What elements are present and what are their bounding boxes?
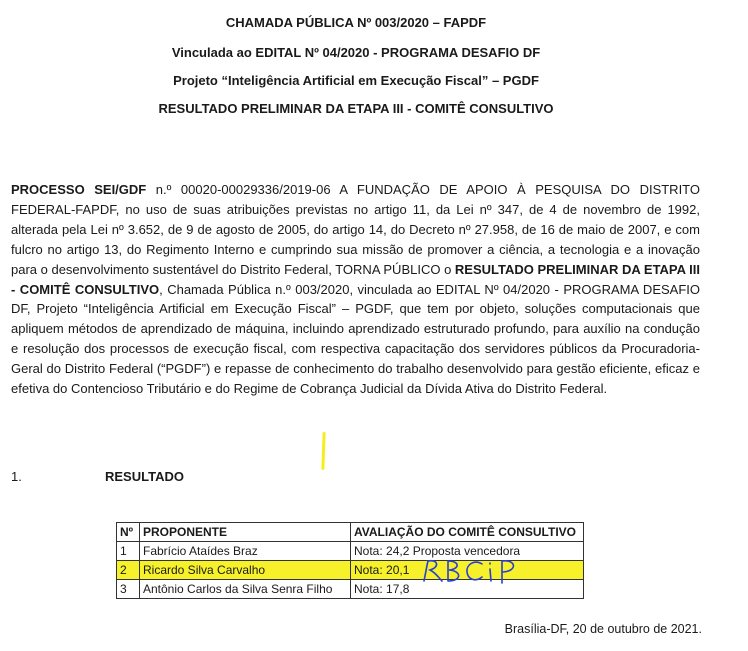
date-signature-line: Brasília-DF, 20 de outubro de 2021. bbox=[504, 622, 702, 636]
document-title: CHAMADA PÚBLICA Nº 003/2020 – FAPDF bbox=[225, 15, 487, 30]
project-line: Projeto “Inteligência Artificial em Execução Fiscal” – PGDF bbox=[173, 73, 539, 88]
result-title-inline: RESULTADO PRELIMINAR DA ETAPA III - COMITÊ CONSULTIVO bbox=[11, 261, 700, 297]
row-number: 2 bbox=[117, 561, 140, 580]
row-evaluation: Nota: 20,1 bbox=[351, 561, 584, 580]
row-evaluation: Nota: 17,8 bbox=[351, 580, 584, 599]
body-paragraph bbox=[11, 180, 700, 399]
header-evaluation: AVALIAÇÃO DO COMITÊ CONSULTIVO bbox=[351, 523, 584, 542]
edital-line: Vinculada ao EDITAL Nº 04/2020 - PROGRAMA DESAFIO DF bbox=[171, 45, 541, 60]
header-number: Nº bbox=[117, 523, 140, 542]
section-number: 1. bbox=[11, 469, 22, 484]
row-proponent: Fabrício Ataídes Braz bbox=[140, 542, 351, 561]
body-text-part-b: , Chamada Pública n.º 003/2020, vinculada ao EDITAL Nº 04/2020 - PROGRAMA DESAFIO DF, Projeto “Inteligência Artificial em Execução Fiscal” – PGDF, que tem por objeto, soluções computacionais que apliquem métodos de aprendizado de máquina, incluindo aprendizado estruturado profundo, para auxílio na condução e resolução dos processos de execução fiscal, com respectiva capacitação dos servidores públicos da Procuradoria-Geral do Distrito Federal (“PGDF”) e repasse de conhecimento do trabalho desenvolvido para gestão eficiente, eficaz e efetiva do Contencioso Tributário e do Regime de Cobrança Judicial da Dívida Ativa do Distrito Federal. bbox=[11, 281, 700, 397]
row-proponent: Antônio Carlos da Silva Senra Filho bbox=[140, 580, 351, 599]
process-label: PROCESSO SEI/GDF bbox=[11, 182, 147, 197]
row-proponent: Ricardo Silva Carvalho bbox=[140, 561, 351, 580]
table-header-row bbox=[117, 523, 584, 542]
body-text-part-a: n.º 00020-00029336/2019-06 A FUNDAÇÃO DE APOIO À PESQUISA DO DISTRITO FEDERAL-FAPDF, no uso de suas atribuições previstas no artigo 11, da Lei nº 347, de 4 de novembro de 1992, alterada pela Lei nº 3.652, de 9 de agosto de 2005, do artigo 14, do Decreto nº 27.958, de 16 de maio de 2007, e com fulcro no artigo 13, do Regimento Interno e cumprindo sua missão de promover a ciência, a tecnologia e a inovação para o desenvolvimento sustentável do Distrito Federal, TORNA PÚBLICO o bbox=[11, 182, 700, 277]
section-title: RESULTADO bbox=[105, 469, 184, 484]
highlighter-mark bbox=[321, 432, 325, 470]
result-stage-line: RESULTADO PRELIMINAR DA ETAPA III - COMITÊ CONSULTIVO bbox=[158, 101, 554, 116]
row-number: 1 bbox=[117, 542, 140, 561]
row-evaluation: Nota: 24,2 Proposta vencedora bbox=[351, 542, 584, 561]
row-number: 3 bbox=[117, 580, 140, 599]
handwritten-initials bbox=[418, 557, 528, 585]
header-proponent: PROPONENTE bbox=[140, 523, 351, 542]
